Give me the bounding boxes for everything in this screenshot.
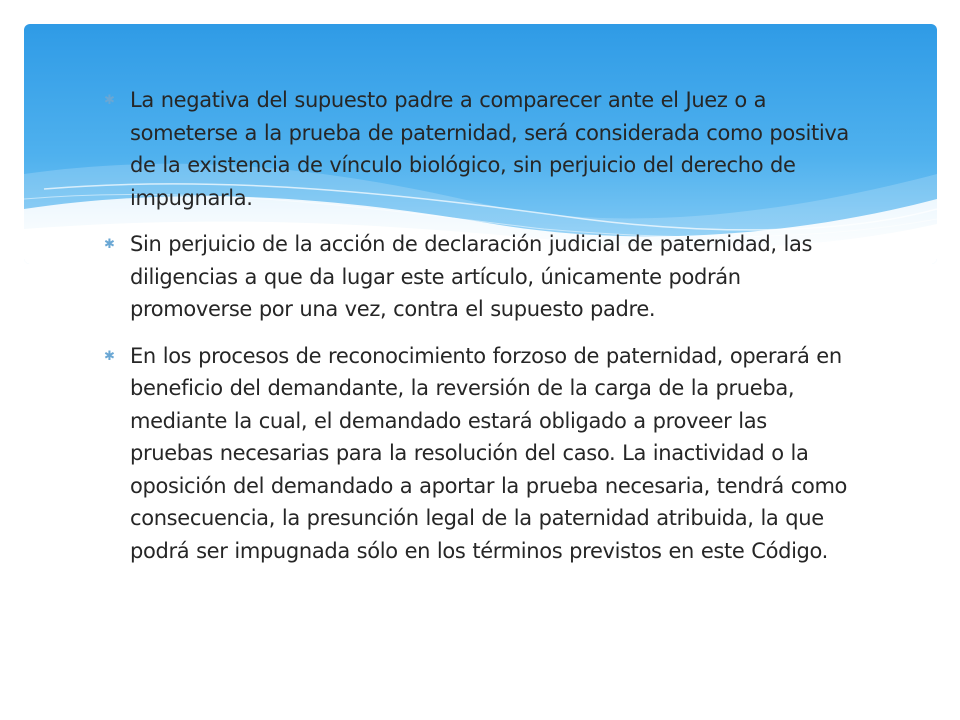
- list-item: [104, 228, 854, 326]
- list-item-text: En los procesos de reconocimiento forzoso de paternidad, operará en beneficio del demandante, la reversión de la carga de la prueba, mediante la cual, el demandado estará obligado a proveer las pruebas necesarias para la resolución del caso. La inactividad o la oposición del demandado a aportar la prueba necesaria, tendrá como consecuencia, la presunción legal de la paternidad atribuida, la que podrá ser impugnada sólo en los términos previstos en este Código.: [130, 343, 848, 563]
- list-item: [104, 84, 854, 214]
- list-item-text: La negativa del supuesto padre a comparecer ante el Juez o a someterse a la prueba de paternidad, será considerada como positiva de la existencia de vínculo biológico, sin perjuicio del derecho de impugnarla.: [130, 88, 849, 210]
- bullet-list: [104, 84, 854, 581]
- asterisk-bullet-icon: ✱: [104, 93, 115, 108]
- list-item: [104, 340, 854, 568]
- asterisk-bullet-icon: ✱: [104, 348, 115, 364]
- list-item-text: Sin perjuicio de la acción de declaración judicial de paternidad, las diligencias a que da lugar este artículo, únicamente podrán promoverse por una vez, contra el supuesto padre.: [130, 232, 813, 321]
- asterisk-bullet-icon: ✱: [104, 237, 115, 252]
